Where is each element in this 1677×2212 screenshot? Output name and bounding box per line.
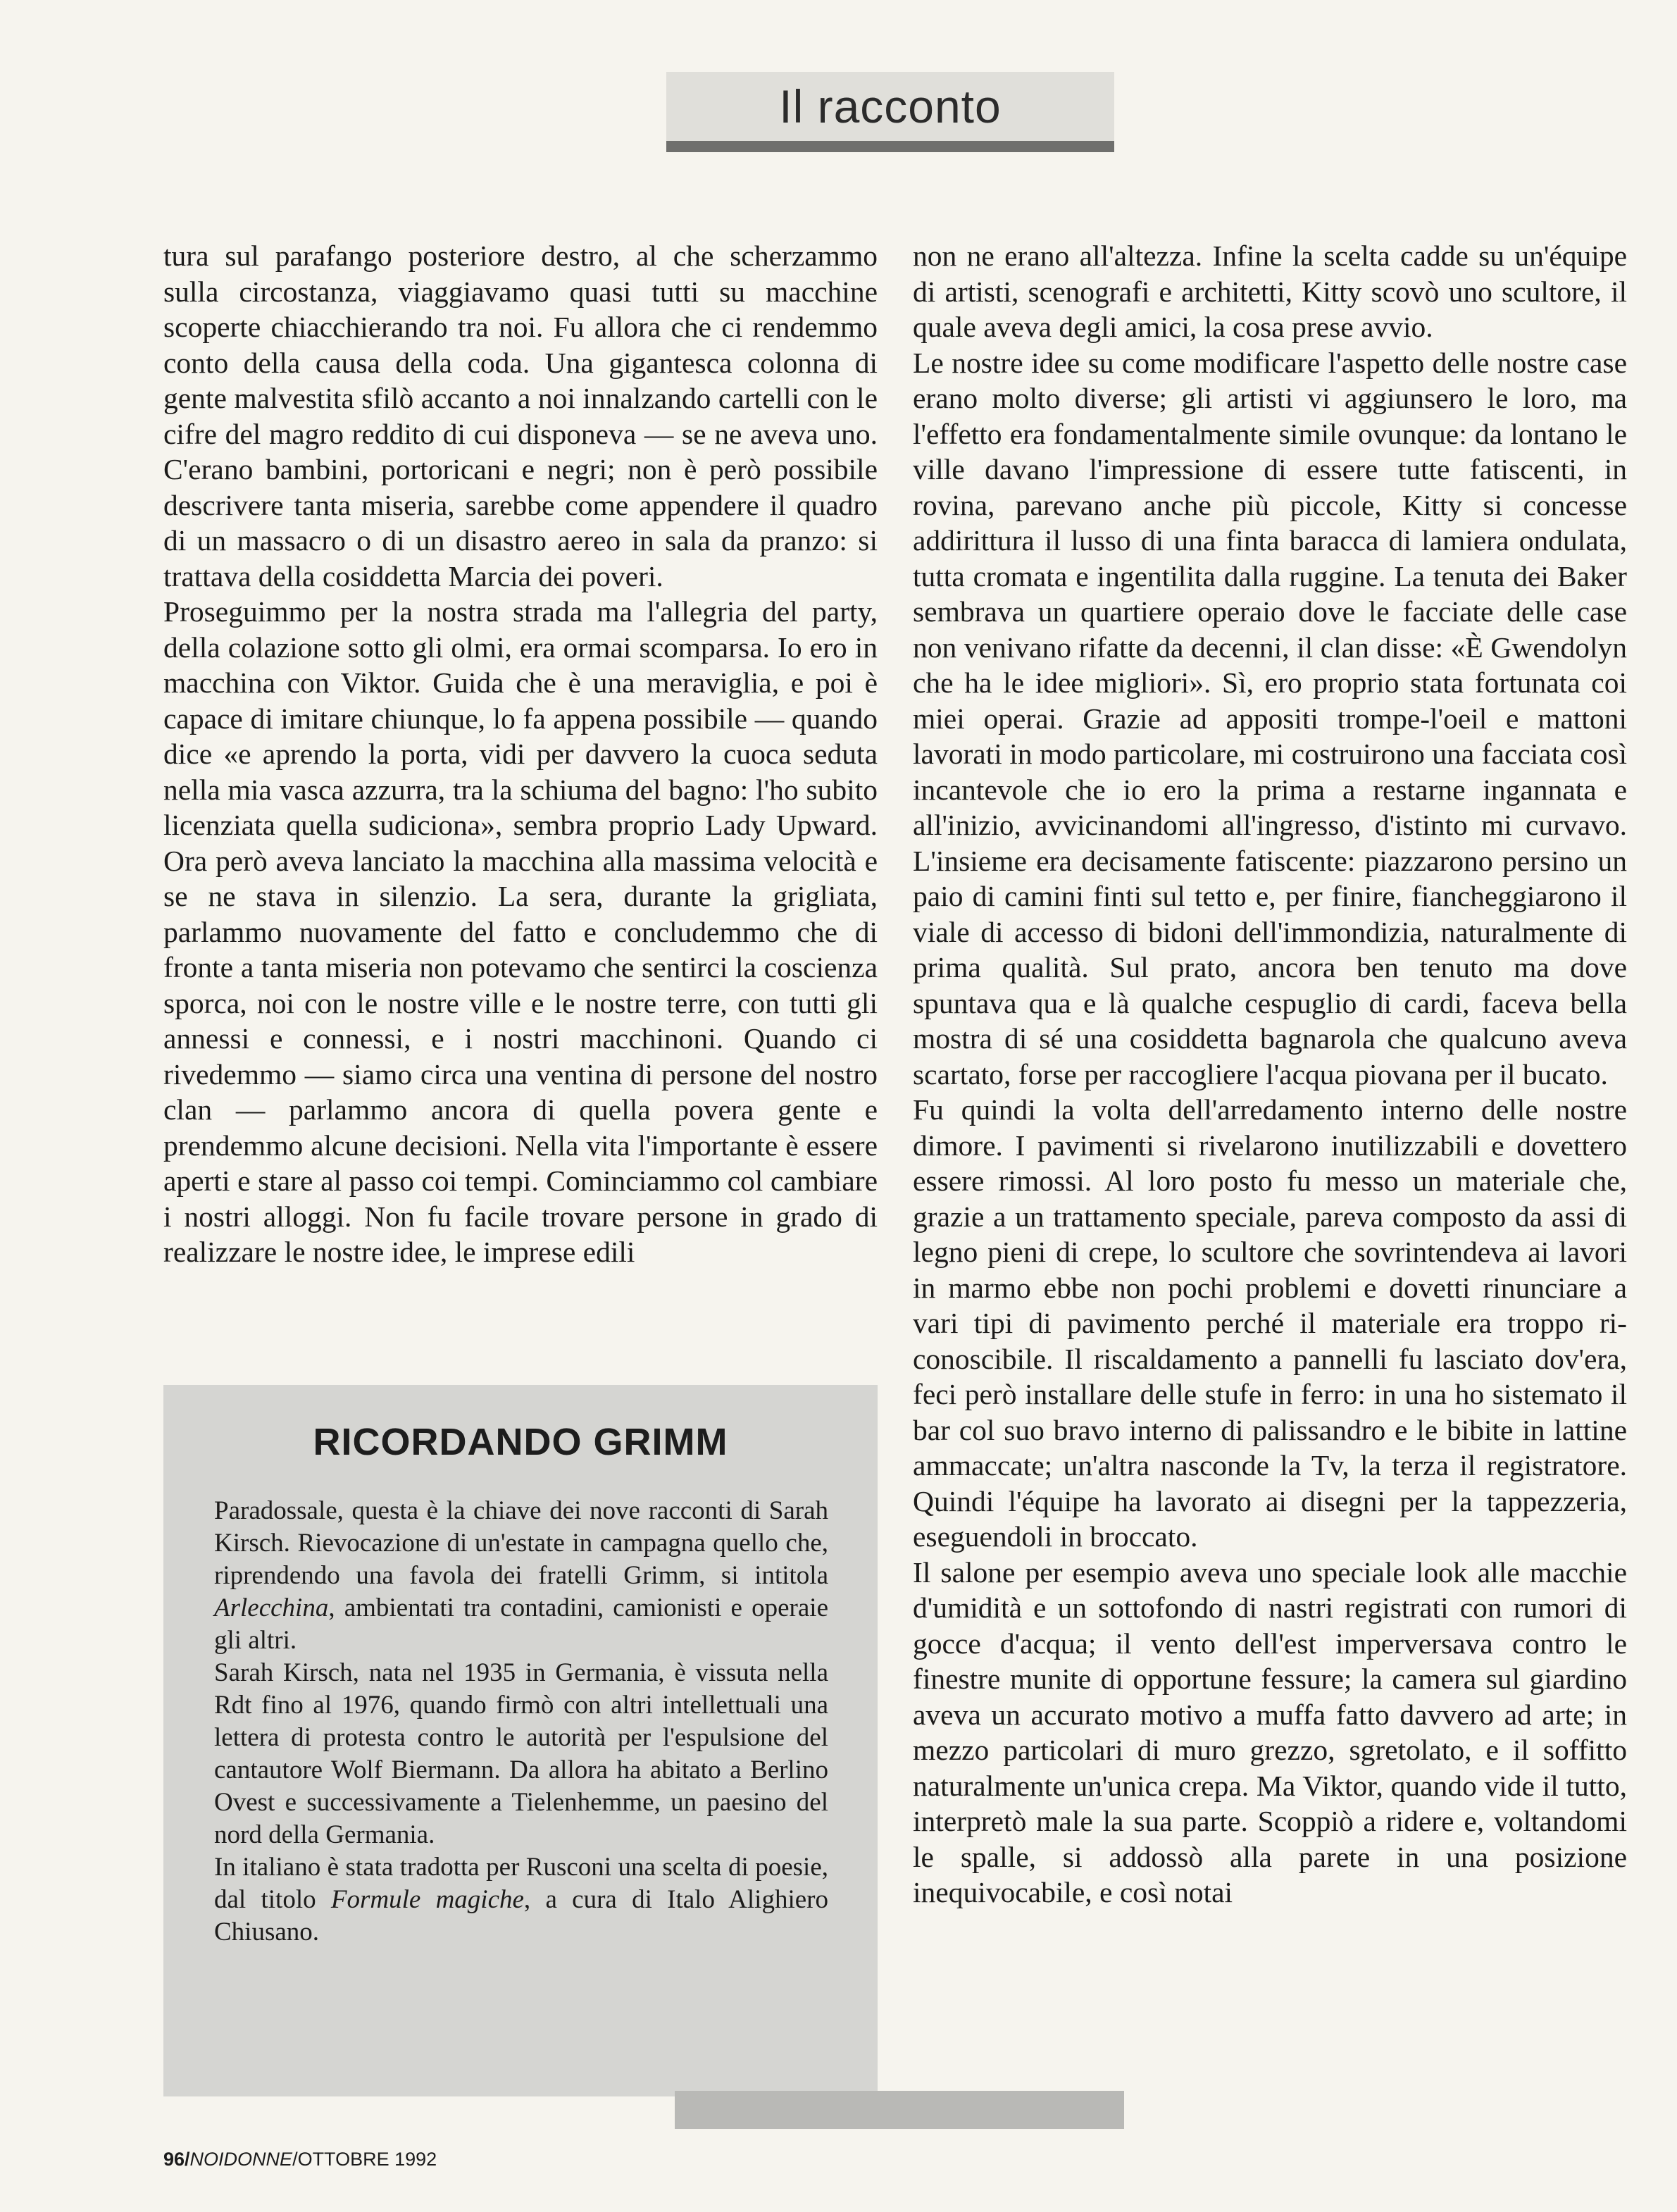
article-column-left bbox=[163, 238, 878, 1270]
article-paragraph: non ne erano all'altezza. Infine la scelta cadde su un'équipe di artisti, scenografi e architetti, Kitty scovò uno scultore, il quale aveva degli amici, la cosa prese avvio. bbox=[913, 240, 1627, 343]
article-paragraph: Le nostre idee su come modificare l'aspetto delle nostre case erano molto diverse; gli artisti vi aggiunsero le loro, ma l'effetto era fondamentalmente simile ovunque: da lontano le ville davano l'impressione di essere tutte fatiscenti, in rovina, parevano anche più piccole, Kitty si concesse addirittura il lusso di una finta baracca di lamiera ondulata, tutta cromata e ingentilita dalla ruggine. La tenuta dei Baker sembrava un quartiere operaio dove le facciate delle case non venivano rifatte da decenni, il clan disse: «È Gwendolyn che ha le idee migliori». Sì, ero proprio stata fortunata coi miei operai. Grazie ad appositi trompe-l'oeil e mattoni lavorati in modo particolare, mi costruirono una facciata così incantevole che io ero la prima a restarne ingannata e all'inizio, avvicinandomi all'ingresso, d'istinto mi curvavo. L'insieme era decisamente fatiscente: piazzarono persino un paio di camini finti sul tetto e, per finire, fiancheggiarono il viale di accesso di bidoni dell'immondizia, naturalmente di prima qualità. Sul prato, ancora ben tenuto ma dove spuntava qua e là qualche cespuglio di cardi, faceva bella mostra di sé una cosiddetta bagnarola che qualcuno aveva scartato, forse per raccogliere l'acqua piovana per il bucato. bbox=[913, 346, 1627, 1091]
section-title: Il racconto bbox=[779, 80, 1002, 132]
magazine-name: NOIDONNE bbox=[189, 2149, 293, 2170]
sidebar-body bbox=[206, 1495, 835, 1949]
page-number: 96/ bbox=[163, 2149, 190, 2170]
sidebar-paragraph bbox=[214, 1851, 828, 1949]
article-paragraph: Fu quindi la volta dell'arredamento interno delle nostre dimore. I pavimenti si rivelarono inutilizzabili e dovettero essere rimossi. Al loro posto fu messo un materiale che, grazie a un trattamento speciale, pareva composto da assi di legno pieni di crepe, lo scultore che sovrintendeva ai lavori in marmo ebbe non pochi problemi e dovetti rinunciare a vari tipi di pavimento perché il materiale era troppo riconoscibile. Il riscaldamento a pannelli fu lasciato dov'era, feci però installare delle stufe in ferro: in una ho sistemato il bar col suo bravo interno di palissandro e le bibite in lattine ammaccate; un'altra nasconde la Tv, la terza il registratore. Quindi l'équipe ha lavorato ai disegni per la tappezzeria, eseguendoli in broccato. bbox=[913, 1093, 1627, 1553]
section-header-tab bbox=[666, 72, 1114, 152]
page-footer bbox=[163, 2149, 437, 2170]
article-paragraph: tura sul parafango posteriore destro, al che scherzammo sulla circostanza, viaggiavamo quasi tutti su macchine scoperte chiacchierando tra noi. Fu allora che ci rendemmo conto della causa della coda. Una gigantesca colonna di gente malvestita sfilò accanto a noi innalzando cartelli con le cifre del magro reddito di cui disponeva — se ne aveva uno. C'erano bambini, portoricani e negri; non è però possibile descrivere tanta miseria, sarebbe come appendere il quadro di un massacro o di un disastro aereo in sala da pranzo: si trattava della cosiddetta Marcia dei poveri. bbox=[163, 240, 878, 592]
sidebar-title: RICORDANDO GRIMM bbox=[313, 1421, 728, 1463]
sidebar-text: In italiano è stata tradotta per Rusconi una scelta di poesie, dal titolo bbox=[214, 1853, 828, 1914]
book-title: Arlecchina bbox=[214, 1593, 329, 1622]
article-column-right bbox=[913, 238, 1627, 1910]
sidebar-box bbox=[163, 1385, 878, 2096]
sidebar-paragraph bbox=[214, 1495, 828, 1657]
book-title: Formule magiche bbox=[330, 1885, 524, 1914]
sidebar-text: , a cura di Italo Alighiero Chiusano. bbox=[214, 1885, 828, 1946]
sidebar-text: , ambientati tra contadini, camionisti e operaie gli altri. bbox=[214, 1593, 828, 1655]
sidebar-paragraph: Sarah Kirsch, nata nel 1935 in Germania, è vissuta nella Rdt fino al 1976, quando firmò con altri intellettuali una lettera di protesta contro le autorità per l'espulsione del cantautore Wolf Biermann. Da allora ha abitato a Berlino Ovest e successivamente a Tielenhemme, un paesino del nord della Germania. bbox=[214, 1658, 828, 1849]
article-paragraph: Il salone per esempio aveva uno speciale look alle macchie d'umidità e un sottofondo di nastri registrati con rumori di gocce d'acqua; il vento dell'est imperversava contro le finestre munite di opportune fessure; la camera sul giardino aveva un accurato motivo a muffa fatto davvero ad arte; in mezzo particolari di muro grezzo, sgretolato, e il soffitto naturalmente un'unica crepa. Ma Viktor, quando vide il tutto, interpretò male la sua parte. Scoppiò a ridere e, voltandomi le spalle, si addossò alla parete in una posizione inequivocabile, e così notai bbox=[913, 1555, 1627, 1908]
article-paragraph: Proseguimmo per la nostra strada ma l'allegria del party, della colazione sotto gli olmi, era ormai scomparsa. Io ero in macchina con Viktor. Guida che è una meraviglia, e poi è capace di imitare chiunque, lo fa appena possibile — quando dice «e aprendo la porta, vidi per davvero la cuoca seduta nella mia vasca azzurra, tra la schiuma del bagno: l'ho subito licenziata quella sudiciona», sembra proprio Lady Upward. Ora però aveva lanciato la macchina alla massima velocità e se ne stava in silenzio. La sera, durante la grigliata, parlammo nuovamente del fatto e concludemmo che di fronte a tanta miseria non potevamo che sentirci la coscienza sporca, noi con le nostre ville e le nostre terre, con tutti gli annessi e connessi, e i nostri macchinoni. Quando ci rivedemmo — siamo circa una ventina di persone del nostro clan — parlammo ancora di quella povera gente e prendemmo alcune decisioni. Nella vita l'importante è essere aperti e stare al passo coi tempi. Cominciammo col cambiare i nostri alloggi. Non fu facile trovare persone in grado di realizzare le nostre idee, le imprese edili bbox=[163, 595, 878, 1268]
decorative-bottom-bar bbox=[675, 2091, 1124, 2129]
issue-date: /OTTOBRE 1992 bbox=[292, 2149, 437, 2170]
sidebar-text: Paradossale, questa è la chiave dei nove racconti di Sarah Kirsch. Rievocazione di un'estate in campagna quello che, riprendendo una favola dei fratelli Grimm, si intitola bbox=[214, 1496, 828, 1590]
